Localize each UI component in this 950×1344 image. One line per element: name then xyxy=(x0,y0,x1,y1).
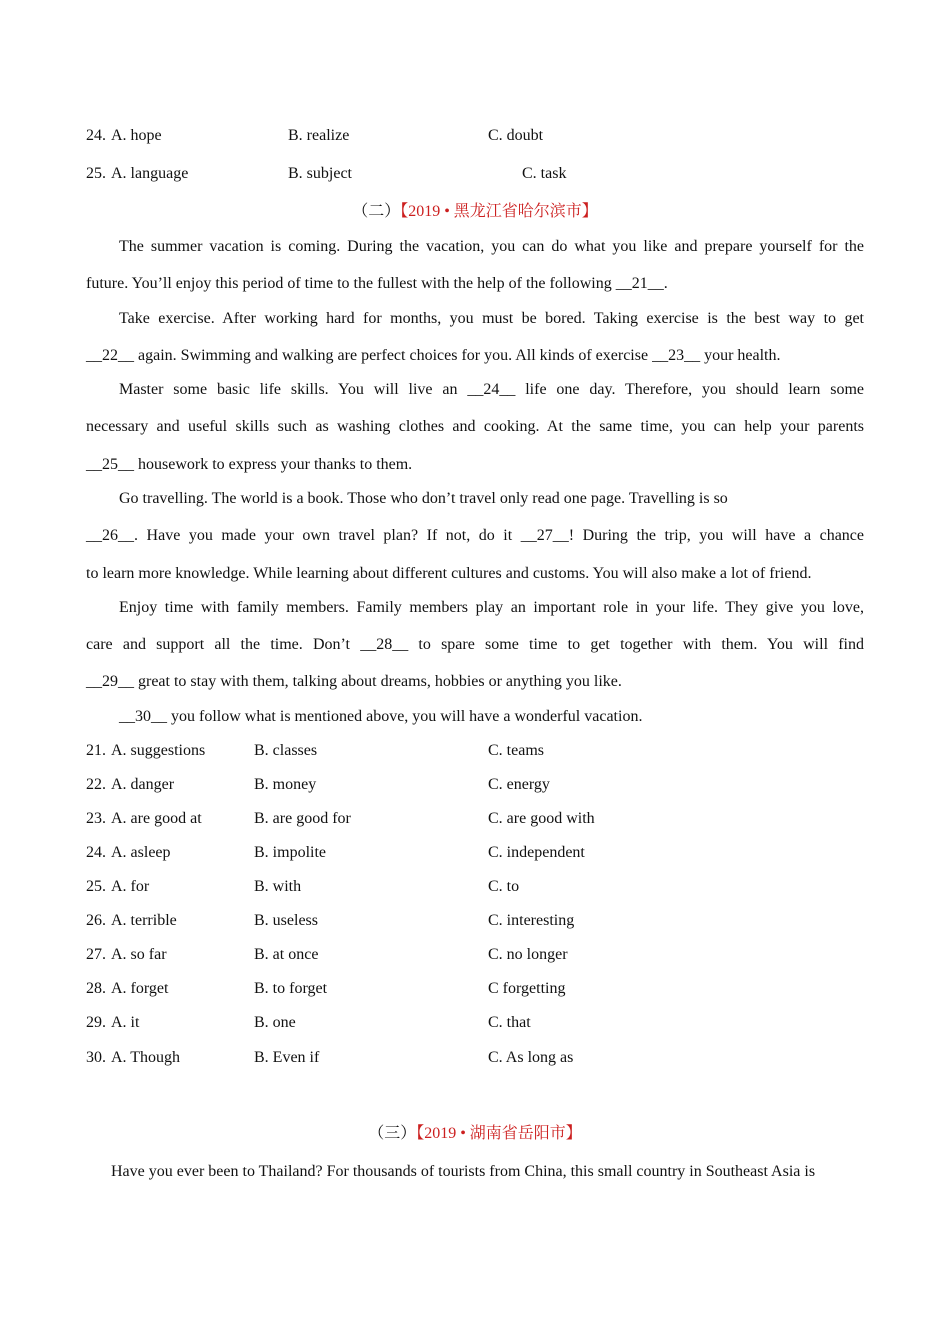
option-row-21 xyxy=(0,740,950,762)
option-a: A. Though xyxy=(111,1049,181,1066)
option-b: B. with xyxy=(254,878,302,895)
option-row-25b xyxy=(0,876,950,898)
option-row-24 xyxy=(0,125,950,147)
option-row-23 xyxy=(0,808,950,830)
passage-line: future. You’ll enjoy this period of time to the fullest with the help of the following __21__. xyxy=(86,275,668,292)
option-a: A. danger xyxy=(111,776,175,793)
passage-line: Master some basic life skills. You will live an __24__ life one day. Therefore, you should learn some xyxy=(119,381,864,398)
passage-line: Have you ever been to Thailand? For thousands of tourists from China, this small country in Southeast Asia is xyxy=(111,1163,816,1180)
option-b: B. classes xyxy=(254,742,318,759)
option-a: A. for xyxy=(111,878,150,895)
option-a: A. are good at xyxy=(111,810,202,827)
option-c: C. no longer xyxy=(488,946,568,963)
option-row-25 xyxy=(0,163,950,185)
passage-line: __26__. Have you made your own travel plan? If not, do it __27__! During the trip, you will have a chance xyxy=(86,527,864,544)
option-c: C. independent xyxy=(488,844,585,861)
option-number: 25. xyxy=(86,878,106,895)
option-a: A. suggestions xyxy=(111,742,206,759)
option-a: A. forget xyxy=(111,980,169,997)
option-c: C. that xyxy=(488,1014,531,1031)
section-3-source: 【2019 • 湖南省岳阳市】 xyxy=(416,1125,582,1142)
option-row-22 xyxy=(0,774,950,796)
option-row-24b xyxy=(0,842,950,864)
option-number: 29. xyxy=(86,1014,106,1031)
option-row-30 xyxy=(0,1047,950,1069)
option-b: B. Even if xyxy=(254,1049,320,1066)
option-c: C. to xyxy=(488,878,520,895)
option-number: 23. xyxy=(86,810,106,827)
option-number: 25. xyxy=(86,165,106,182)
option-c: C. teams xyxy=(488,742,544,759)
option-c: C. task xyxy=(522,165,567,182)
passage-line: __22__ again. Swimming and walking are perfect choices for you. All kinds of exercise __23__ your health. xyxy=(86,347,781,364)
section-3-number: （三） xyxy=(368,1125,417,1142)
option-a: A. asleep xyxy=(111,844,171,861)
option-number: 22. xyxy=(86,776,106,793)
passage-line: to learn more knowledge. While learning about different cultures and customs. You will also make a lot of friend. xyxy=(86,565,812,582)
option-row-28 xyxy=(0,978,950,1000)
option-row-27 xyxy=(0,944,950,966)
option-number: 24. xyxy=(86,844,106,861)
option-a: A. language xyxy=(111,165,189,182)
option-number: 21. xyxy=(86,742,106,759)
section-2-source: 【2019 • 黑龙江省哈尔滨市】 xyxy=(400,203,598,220)
option-c: C. As long as xyxy=(488,1049,574,1066)
passage-line: Enjoy time with family members. Family members play an important role in your life. They give you love, xyxy=(119,599,864,616)
option-row-26 xyxy=(0,910,950,932)
option-c: C. are good with xyxy=(488,810,595,827)
option-b: B. subject xyxy=(288,165,352,182)
option-a: A. hope xyxy=(111,127,162,144)
option-c: C forgetting xyxy=(488,980,566,997)
option-number: 30. xyxy=(86,1049,106,1066)
option-b: B. to forget xyxy=(254,980,328,997)
option-b: B. realize xyxy=(288,127,350,144)
option-b: B. useless xyxy=(254,912,318,929)
option-a: A. so far xyxy=(111,946,167,963)
passage-line: __29__ great to stay with them, talking about dreams, hobbies or anything you like. xyxy=(86,673,622,690)
passage-line: Go travelling. The world is a book. Those who don’t travel only read one page. Travelling is so xyxy=(119,490,728,507)
passage-line: __25__ housework to express your thanks to them. xyxy=(86,456,413,473)
option-c: C. interesting xyxy=(488,912,575,929)
option-c: C. doubt xyxy=(488,127,544,144)
passage-line: Take exercise. After working hard for months, you must be bored. Taking exercise is the best way to get xyxy=(119,310,864,327)
option-b: B. are good for xyxy=(254,810,351,827)
section-3-heading xyxy=(0,1123,950,1145)
section-2-heading xyxy=(0,201,950,223)
option-b: B. money xyxy=(254,776,317,793)
passage-line: necessary and useful skills such as washing clothes and cooking. At the same time, you can help your parents xyxy=(86,418,864,435)
section-2-number: （二） xyxy=(352,203,401,220)
option-number: 28. xyxy=(86,980,106,997)
option-number: 26. xyxy=(86,912,106,929)
option-number: 24. xyxy=(86,127,106,144)
option-b: B. at once xyxy=(254,946,319,963)
option-b: B. one xyxy=(254,1014,296,1031)
option-a: A. terrible xyxy=(111,912,177,929)
option-c: C. energy xyxy=(488,776,550,793)
option-row-29 xyxy=(0,1012,950,1034)
option-a: A. it xyxy=(111,1014,140,1031)
passage-line: The summer vacation is coming. During the vacation, you can do what you like and prepare yourself for the xyxy=(119,238,864,255)
passage-line: __30__ you follow what is mentioned above, you will have a wonderful vacation. xyxy=(119,708,643,725)
option-b: B. impolite xyxy=(254,844,326,861)
option-number: 27. xyxy=(86,946,106,963)
passage-line: care and support all the time. Don’t __28__ to spare some time to get together with them. You will find xyxy=(86,636,864,653)
